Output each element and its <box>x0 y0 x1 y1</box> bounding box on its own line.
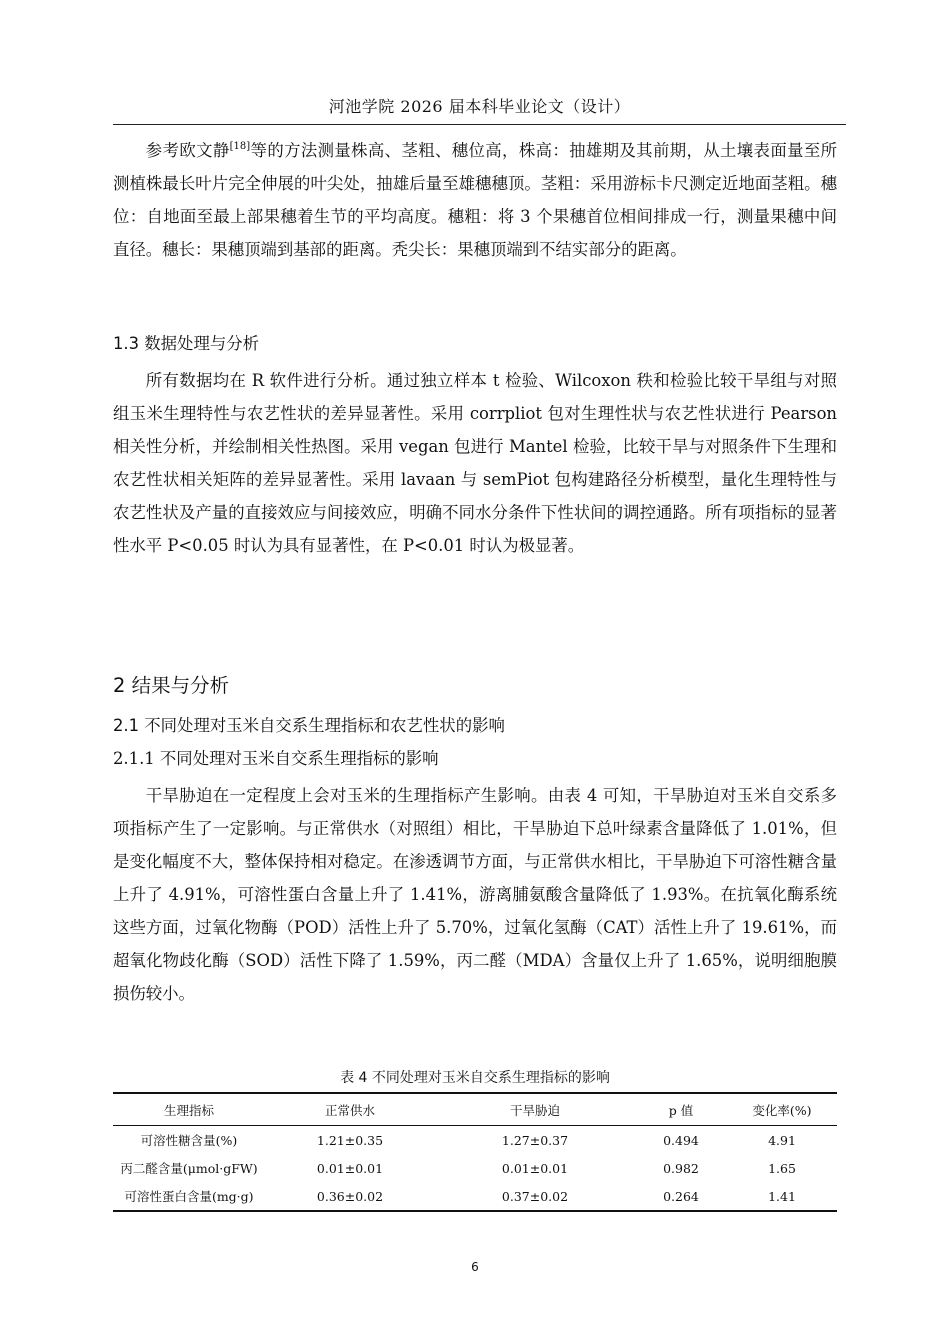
table-header-row <box>113 1093 837 1126</box>
paragraph-text: 等的方法测量株高、茎粗、穗位高，株高：抽雄期及其前期，从土壤表面量至所测植株最长叶片完全伸展的叶尖处，抽雄后量至雄穗穗顶。茎粗：采用游标卡尺测定近地面茎粗。穗位：自地面至最上部果穗着生节的平均高度。穗粗：将 3 个果穗首位相间排成一行，测量果穗中间直径。穗长：果穗顶端到基部的距离。秃尖长：果穗顶端到不结实部分的距离。 <box>113 141 838 259</box>
results-paragraph: 干旱胁迫在一定程度上会对玉米的生理指标产生影响。由表 4 可知，干旱胁迫对玉米自交系多项指标产生了一定影响。与正常供水（对照组）相比，干旱胁迫下总叶绿素含量降低了 1.01%，但是变化幅度不大，整体保持相对稳定。在渗透调节方面，与正常供水相比，干旱胁迫下可溶性糖含量上升了 4.91%，可溶性蛋白含量上升了 1.41%，游离脯氨酸含量降低了 1.93%。在抗氧化酶系统这些方面，过氧化物酶（POD）活性上升了 5.70%，过氧化氢酶（CAT）活性上升了 19.61%，而超氧化物歧化酶（SOD）活性下降了 1.59%，丙二醛（MDA）含量仅上升了 1.65%，说明细胞膜损伤较小。 <box>113 786 837 1003</box>
page-number: 6 <box>471 1260 479 1274</box>
table-cell: 0.982 <box>663 1160 699 1176</box>
section-heading-2-1-1: 2.1.1 不同处理对玉米自交系生理指标的影响 <box>113 749 439 768</box>
header-rule <box>113 124 846 125</box>
column-header: 变化率(%) <box>727 1093 837 1126</box>
table-cell: 1.27±0.37 <box>501 1132 569 1148</box>
table-row <box>113 1154 837 1182</box>
table-cell: 0.01±0.01 <box>316 1160 384 1176</box>
table-cell: 1.41 <box>727 1182 837 1211</box>
paragraph-text: 参考欧文静 <box>145 141 230 160</box>
column-header: 生理指标 <box>113 1093 265 1126</box>
table-cell: 丙二醛含量(μmol·gFW) <box>120 1161 258 1176</box>
table-cell: 4.91 <box>768 1132 796 1148</box>
column-header: 干旱胁迫 <box>435 1093 635 1126</box>
table-cell: 1.21±0.35 <box>316 1132 384 1148</box>
data-analysis-paragraph: 所有数据均在 R 软件进行分析。通过独立样本 t 检验、Wilcoxon 秩和检验比较干旱组与对照组玉米生理特性与农艺性状的差异显著性。采用 corrpliot 包对生理性状与农艺性状进行 Pearson 相关性分析，并绘制相关性热图。采用 vegan 包进行 Mantel 检验，比较干旱与对照条件下生理和农艺性状相关矩阵的差异显著性。采用 lavaan 与 semPiot 包构建路径分析模型，量化生理特性与农艺性状及产量的直接效应与间接效应，明确不同水分条件下性状间的调控通路。所有项指标的显著性水平 P<0.05 时认为具有显著性，在 P<0.01 时认为极显著。 <box>113 371 837 555</box>
table-caption: 表 4 不同处理对玉米自交系生理指标的影响 <box>340 1070 610 1086</box>
column-header: 正常供水 <box>265 1093 435 1126</box>
table-cell: 0.01±0.01 <box>501 1160 569 1176</box>
table-cell: 0.264 <box>635 1182 727 1211</box>
running-header: 河池学院 2026 届本科毕业论文（设计） <box>328 97 631 116</box>
section-heading-1-3: 1.3 数据处理与分析 <box>113 334 260 353</box>
measurement-paragraph <box>113 134 837 266</box>
table-row <box>113 1182 837 1211</box>
table-cell: 0.37±0.02 <box>435 1182 635 1211</box>
physiology-table <box>113 1092 837 1212</box>
citation-ref: [18] <box>229 141 251 152</box>
section-heading-2-1: 2.1 不同处理对玉米自交系生理指标和农艺性状的影响 <box>113 716 505 735</box>
table-cell: 0.36±0.02 <box>265 1182 435 1211</box>
table-cell: 1.65 <box>768 1160 796 1176</box>
table-cell: 可溶性蛋白含量(mg·g) <box>113 1182 265 1211</box>
table-cell: 可溶性糖含量(%) <box>140 1133 238 1148</box>
table-row <box>113 1126 837 1155</box>
table-cell: 0.494 <box>663 1132 699 1148</box>
column-header: p 值 <box>635 1093 727 1126</box>
section-heading-2: 2 结果与分析 <box>113 674 230 697</box>
